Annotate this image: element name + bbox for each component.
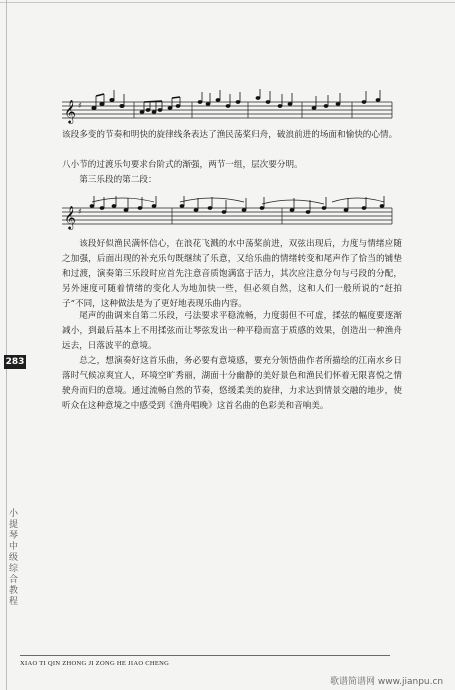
watermark-text: 歌谱简谱网 www.jianpu.cn (330, 677, 444, 687)
music-staff-2 (62, 192, 402, 234)
side-book-title: 小提琴中级综合教程 (7, 508, 17, 607)
paragraph-2: 八小节的过渡乐句要求台阶式的渐强，两节一组，层次要分明。 (62, 160, 303, 170)
svg-text:𝄞: 𝄞 (64, 205, 76, 229)
paragraph-3: 第三乐段的第二段： (79, 175, 157, 185)
music-staff-1 (62, 88, 402, 132)
paragraph-6: 总之，想演奏好这首乐曲，务必要有意境感，要充分领悟曲作者所描绘的江南水乡日落时气候凉爽宜人，环境空旷秀丽，湖面十分幽静的美好景色和渔民们怀着无限喜悦之情驶舟而归的意境。通过流畅自然的节奏，悠缓柔美的旋律，力求达到情景交融的地步，使听众在这种意境之中感受到《渔舟唱晚》这首名曲的色彩美和音响美。 (62, 356, 402, 411)
paragraph-4: 该段好似渔民满怀信心，在浪花飞溅的水中荡桨前进，双弦出现后，力度与情绪应随之加强，后面出现的补充乐句既继续了乐意，又给乐曲的情绪转变和尾声作了恰当的铺垫和过渡，演奏第三乐段时应首先注意音质饱满富于活力，其次应注意分句与弓段的分配，另外速度可随着情绪的变化人为地加快一些，但必须自然，这和人们一般所说的“赶拍子”不同，这种做法是为了更好地表现乐曲内容。 (62, 239, 402, 309)
paragraph-5: 尾声的曲调来自第二乐段，弓法要求平稳流畅，力度弱但不可虚，揉弦的幅度要逐渐减小，到最后基本上不用揉弦而让琴弦发出一种平稳而富于质感的效果，创造出一种渔舟远去，日落波平的意境。 (62, 311, 402, 351)
footer-title: XIAO TI QIN ZHONG JI ZONG HE JIAO CHENG (20, 660, 170, 667)
footer-rule (20, 655, 390, 656)
top-border (0, 2, 455, 3)
svg-text:♯: ♯ (78, 207, 82, 216)
svg-text:♯: ♯ (78, 101, 82, 110)
svg-text:𝄞: 𝄞 (64, 99, 76, 123)
paragraph-1: 该段多变的节奏和明快的旋律线条表达了渔民荡桨归舟，破浪前进的场面和愉快的心情。 (62, 130, 398, 140)
page-number: 283 (5, 357, 25, 367)
